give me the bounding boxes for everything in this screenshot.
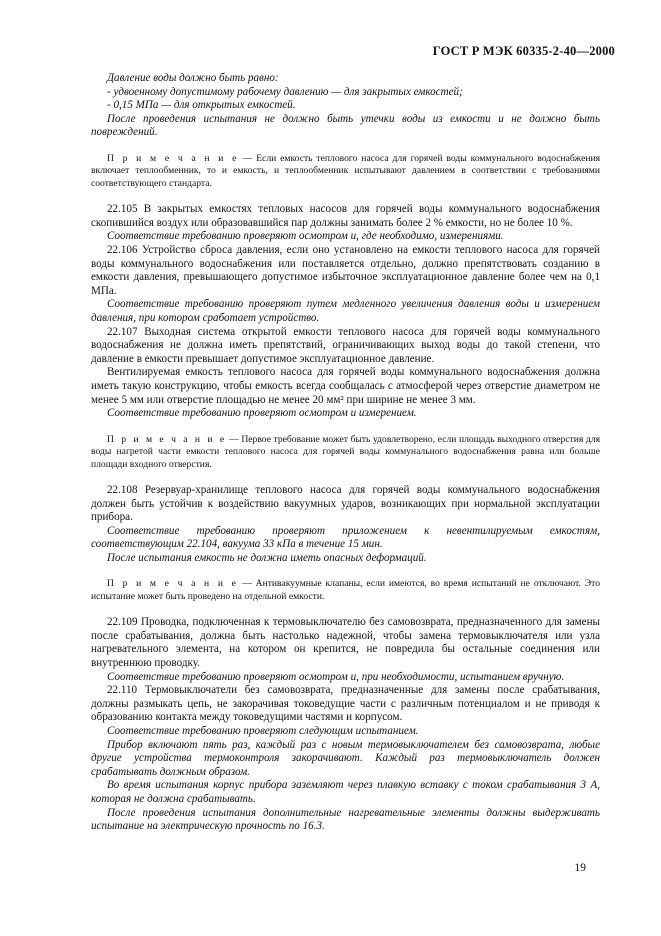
note-text: — Антивакуумные клапаны, если имеются, во время испытаний не отключают. Это испытание может быть проведено на отдельной емкости. xyxy=(91,578,600,602)
standard-header: ГОСТ Р МЭК 60335-2-40—2000 xyxy=(432,44,615,58)
body-paragraph: 22.109 Проводка, подключенная к термовыключателю без самовозврата, предназначенного для замены после срабатывания, должна быть настолько надежной, чтобы замена термовыключателя или узла нагревательного элемента, на котором он крепится, не повредила бы остальные соединения или внутреннюю проводку. xyxy=(91,616,600,670)
italic-paragraph: Давление воды должно быть равно: xyxy=(107,72,279,84)
italic-paragraph: Соответствие требованию проверяют осмотром и, где необходимо, измерениями. xyxy=(107,230,504,243)
paragraph-gap xyxy=(91,421,600,434)
body-paragraph: 22.106 Устройство сброса давления, если оно установлено на емкости теплового насоса для горячей воды коммунального водоснабжения или поставляется отдельно, должно препятствовать созданию в емкости давления, превышающего допустимое избыточное эксплуатационное давление более чем на 0,1 МПа. xyxy=(91,243,600,297)
note-paragraph xyxy=(91,578,600,603)
italic-paragraph: - 0,15 МПа — для открытых емкостей. xyxy=(107,99,296,112)
body-paragraph: 22.110 Термовыключатели без самовозврата, предназначенные для замены после срабатывания, должны размыкать цепь, не закорачивая токоведущие части с различным потенциалом и не приводя к образованию контакта между токоведущими частями и корпусом. xyxy=(91,684,600,724)
note-text: — Если емкость теплового насоса для горячей воды коммунального водоснабжения включает теплообменник, то и емкость, и теплообменник испытывают давлением в соответствии с требованиями соответствующего стандарта. xyxy=(91,152,601,189)
italic-paragraph: Во время испытания корпус прибора заземляют через плавкую вставку с током срабатывания 3 А, которая не должна срабатывать. xyxy=(91,779,600,805)
italic-paragraph: - удвоенному допустимому рабочему давлению — для закрытых емкостей; xyxy=(107,85,463,98)
note-label: П р и м е ч а н и е xyxy=(107,578,239,590)
body-paragraph: Вентилируемая емкость теплового насоса для горячей воды коммунального водоснабжения должна иметь такую конструкцию, чтобы емкость всегда сообщалась с атмосферой через отверстие диаметром не менее 5 мм или отверстие площадью не менее 20 мм² при ширине не менее 3 мм. xyxy=(91,366,600,406)
paragraph-gap xyxy=(91,190,600,203)
italic-paragraph: Соответствие требованию проверяют приложением к невентилируемым емкостям, соответствующим 22.104, вакуума 33 кПа в течение 15 мин. xyxy=(91,524,600,551)
note-label: П р и м е ч а н и е xyxy=(107,152,239,164)
note-paragraph xyxy=(91,434,600,471)
italic-paragraph: После проведения испытания не должно быть утечки воды из емкости и не должно быть повреждений. xyxy=(91,112,600,139)
document-body xyxy=(91,72,600,834)
italic-paragraph: После испытания емкость не должна иметь опасных деформаций. xyxy=(107,551,427,564)
italic-paragraph: После проведения испытания дополнительные нагревательные элементы должны выдерживать испытание на электрическую прочность по 16.3. xyxy=(91,806,600,833)
italic-paragraph: Соответствие требованию проверяют осмотром и измерением. xyxy=(107,407,417,420)
italic-paragraph: Соответствие требованию проверяют следующим испытанием. xyxy=(107,725,419,738)
italic-paragraph: Прибор включают пять раз, каждый раз с новым термовыключателем без самовозврата, любые другие устройства термоконтроля закорачивают. Каждый раз термовыключатель должен срабатывать должным образом. xyxy=(91,738,600,778)
page-number: 19 xyxy=(574,862,586,874)
italic-paragraph: Соответствие требованию проверяют путем медленного увеличения давления воды и измерением давления, при котором сработает устройство. xyxy=(91,298,600,324)
note-text: — Первое требование может быть удовлетворено, если площадь выходного отверстия для воды нагретой части емкости теплового насоса для горячей воды коммунального водоснабжения равна или больше площади входного отверстия. xyxy=(91,433,601,470)
note-label: П р и м е ч а н и е xyxy=(107,433,227,445)
paragraph-gap xyxy=(91,603,600,616)
paragraph-gap xyxy=(91,471,600,484)
italic-paragraph: Соответствие требованию проверяют осмотром и, при необходимости, испытанием вручную. xyxy=(107,670,565,683)
body-paragraph: 22.105 В закрытых емкостях тепловых насосов для горячей воды коммунального водоснабжения скопившийся воздух или образовавшийся пар должны занимать более 2 % емкости, но не более 10 %. xyxy=(91,203,600,229)
paragraph-gap xyxy=(91,140,600,153)
body-paragraph: 22.108 Резервуар-хранилище теплового насоса для горячей воды коммунального водоснабжения должен быть устойчив к воздействию вакуумных ударов, возникающих при нормальной эксплуатации прибора. xyxy=(91,483,600,524)
note-paragraph xyxy=(91,153,600,190)
body-paragraph: 22.107 Выходная система открытой емкости теплового насоса для горячей воды коммунального водоснабжения не должна иметь препятствий, ограничивающих выход воды до такой степени, что давление в емкости превышает допустимое эксплуатационное давление. xyxy=(91,325,600,365)
paragraph-gap xyxy=(91,565,600,578)
